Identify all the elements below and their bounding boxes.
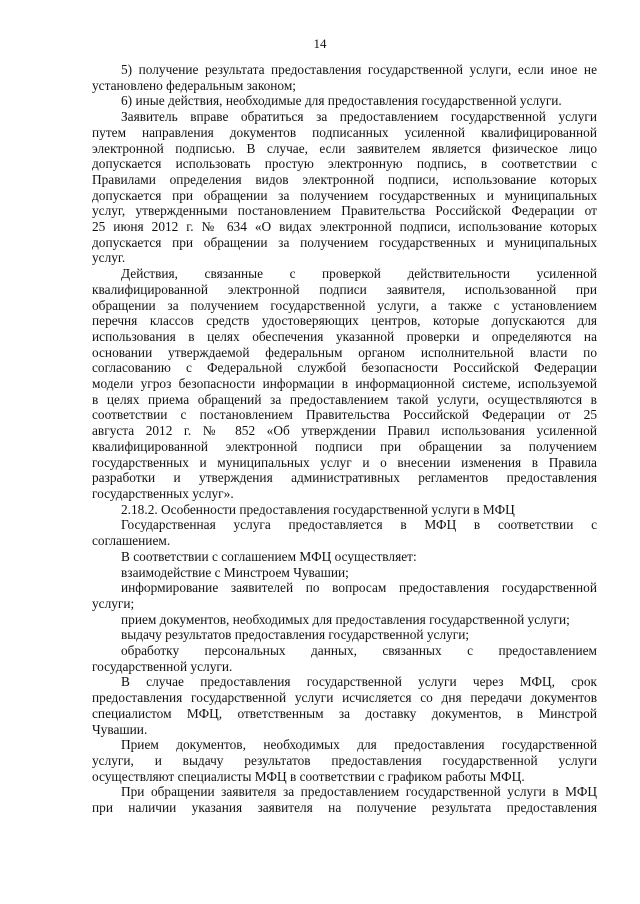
- text-line: соглашением.: [92, 533, 171, 549]
- text-line: разработки и утверждения административных регламентов предоставления: [92, 470, 597, 486]
- text-line: 25 июня 2012 г. № 634 «О видах электронной подписи, использование которых: [92, 219, 597, 235]
- text-line: модели угроз безопасности информации в информационной системе, используемой: [92, 376, 597, 392]
- text-line: перечня классов средств удостоверяющих центров, которые допускаются для: [92, 313, 597, 329]
- text-line: Государственная услуга предоставляется в МФЦ в соответствии с: [121, 517, 597, 533]
- text-line: специалистом МФЦ, ответственным за доставку документов, в Минстрой: [92, 705, 597, 721]
- text-line: услуги, и выдачу результатов предоставления государственной услуги: [92, 752, 597, 768]
- text-line: в целях приема обращений за предоставлением такой услуги, осуществляются в: [92, 391, 597, 407]
- page-number: 14: [313, 36, 327, 51]
- text-line: обращении за получением государственной услуги, а также с установлением: [92, 297, 597, 313]
- text-line: услуг, утвержденными постановлением Правительства Российской Федерации от: [92, 203, 597, 219]
- text-line: 5) получение результата предоставления государственной услуги, если иное не: [121, 62, 597, 77]
- text-line: государственной услуги.: [92, 658, 233, 674]
- text-line: выдачу результатов предоставления государственной услуги;: [121, 627, 470, 643]
- text-line: августа 2012 г. № 852 «Об утверждении Правил использования усиленной: [92, 423, 597, 439]
- text-line: использования в целях обеспечения указанной проверки и определяются на: [92, 328, 597, 344]
- text-line: квалифицированной электронной подписи заявителя, использованной при: [92, 281, 597, 297]
- text-line: допускается при обращении за получением государственных и муниципальных: [92, 187, 597, 203]
- text-line: при наличии указания заявителя на получение результата предоставления: [92, 800, 597, 816]
- text-line: Чувашии.: [92, 721, 148, 737]
- text-line: осуществляют специалисты МФЦ в соответствии с графиком работы МФЦ.: [92, 768, 525, 784]
- text-line: путем направления документов подписанных усиленной квалифицированной: [92, 124, 597, 140]
- text-line: Действия, связанные с проверкой действительности усиленной: [121, 266, 597, 282]
- text-line: государственных и муниципальных услуг и о внесении изменения в Правила: [92, 454, 597, 470]
- text-line: соответствии с постановлением Правительства Российской Федерации от 25: [92, 407, 597, 423]
- text-line: 6) иные действия, необходимые для предоставления государственной услуги.: [121, 93, 562, 109]
- text-line: Заявитель вправе обратиться за предоставлением государственной услуги: [121, 109, 597, 125]
- document-body: [92, 62, 597, 816]
- text-line: Прием документов, необходимых для предоставления государственной: [121, 737, 597, 753]
- text-line: В соответствии с соглашением МФЦ осуществляет:: [121, 548, 417, 564]
- text-line: установлено федеральным законом;: [92, 77, 297, 93]
- text-line: При обращении заявителя за предоставлением государственной услуги в МФЦ: [121, 784, 597, 800]
- text-line: электронной подписью. В случае, если заявителем является физическое лицо: [92, 140, 597, 156]
- text-line: квалифицированной электронной подписи при обращении за получением: [92, 438, 597, 454]
- text-line: услуг.: [92, 250, 126, 266]
- text-line: государственных услуг».: [92, 485, 234, 501]
- text-line: согласованию с Федеральной службой безопасности Российской Федерации: [92, 360, 597, 376]
- text-line: 2.18.2. Особенности предоставления государственной услуги в МФЦ: [121, 501, 515, 517]
- text-line: услуги;: [92, 595, 135, 611]
- text-line: взаимодействие с Минстроем Чувашии;: [121, 564, 349, 580]
- text-line: прием документов, необходимых для предоставления государственной услуги;: [121, 611, 570, 627]
- text-line: допускается при обращении за получением государственных и муниципальных: [92, 234, 597, 250]
- text-line: Правилами определения видов электронной подписи, использование которых: [92, 171, 597, 187]
- text-line: информирование заявителей по вопросам предоставления государственной: [121, 580, 597, 596]
- text-line: обработку персональных данных, связанных с предоставлением: [121, 643, 597, 659]
- text-line: предоставления государственной услуги исчисляется со дня передачи документов: [92, 690, 597, 706]
- text-line: основании утверждаемой федеральным органом исполнительной власти по: [92, 344, 597, 360]
- text-line: В случае предоставления государственной услуги через МФЦ, срок: [121, 674, 597, 690]
- text-line: допускается использовать простую электронную подпись, в соответствии с: [92, 156, 597, 172]
